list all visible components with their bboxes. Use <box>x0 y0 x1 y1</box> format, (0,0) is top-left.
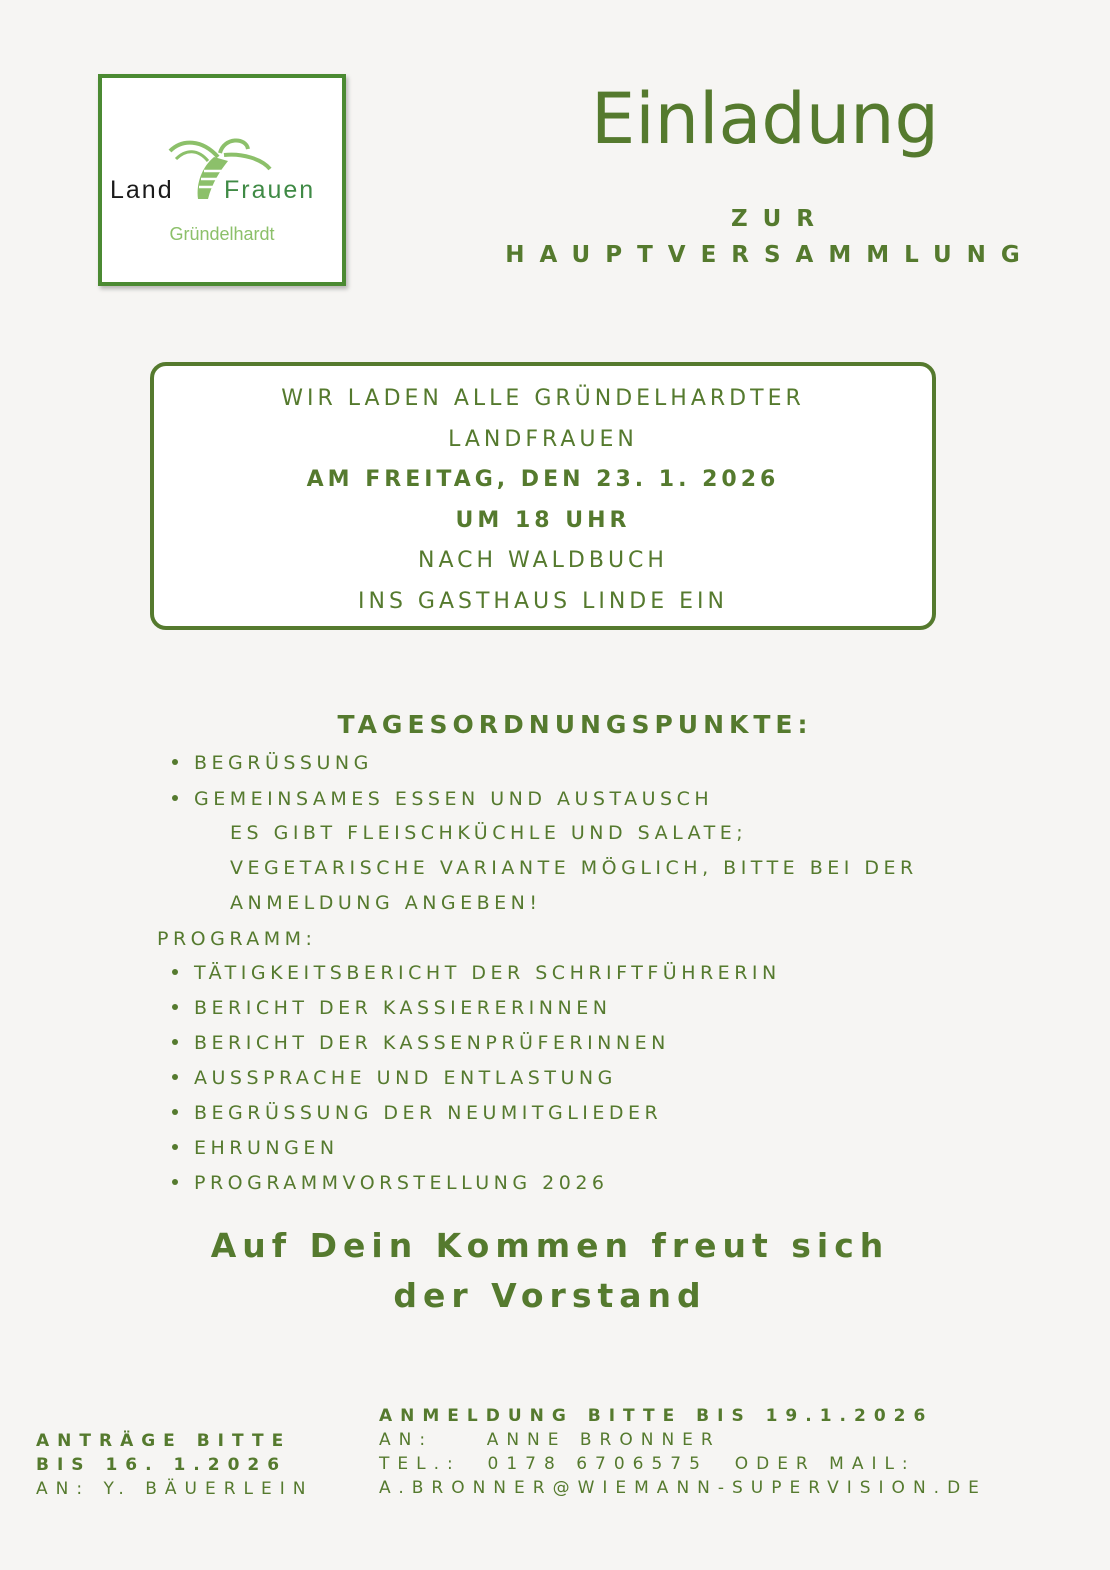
subtitle-line1: ZUR <box>730 206 830 232</box>
program-item <box>172 1172 609 1194</box>
closing-line1: Auf Dein Kommen freut sich <box>210 1226 890 1265</box>
bullet-icon <box>172 1144 178 1150</box>
program-item-label: BERICHT DER KASSENPRÜFERINNEN <box>194 1032 670 1054</box>
landfrauen-logo <box>98 74 346 286</box>
agenda-heading: TAGESORDNUNGSPUNKTE: <box>337 710 813 739</box>
invitation-line: LANDFRAUEN <box>448 427 638 452</box>
footer-left <box>36 1431 313 1499</box>
program-item <box>172 962 781 984</box>
bullet-icon <box>172 1109 178 1115</box>
agenda-item <box>172 788 713 810</box>
bullet-icon <box>172 795 178 801</box>
bullet-icon <box>172 1179 178 1185</box>
registration-deadline: ANMELDUNG BITTE BIS 19.1.2026 <box>379 1406 934 1426</box>
subtitle-line2: HAUPTVERSAMMLUNG <box>505 242 1035 268</box>
bullet-icon <box>172 969 178 975</box>
program-item <box>172 1137 339 1159</box>
agenda-item-label: BEGRÜSSUNG <box>194 752 373 774</box>
program-item <box>172 1067 617 1089</box>
closing-line2: der Vorstand <box>393 1276 707 1315</box>
invitation-time: UM 18 UHR <box>455 508 631 533</box>
bullet-icon <box>172 759 178 765</box>
motions-deadline-date: BIS 16. 1.2026 <box>36 1455 288 1475</box>
program-item-label: PROGRAMMVORSTELLUNG 2026 <box>194 1172 609 1194</box>
program-item-label: BERICHT DER KASSIERERINNEN <box>194 997 612 1019</box>
program-item-label: AUSSPRACHE UND ENTLASTUNG <box>194 1067 617 1089</box>
motions-deadline-label: ANTRÄGE BITTE <box>36 1431 292 1451</box>
program-item-label: TÄTIGKEITSBERICHT DER SCHRIFTFÜHRERIN <box>194 962 781 984</box>
agenda-item-detail: VEGETARISCHE VARIANTE MÖGLICH, BITTE BEI DER <box>230 857 918 879</box>
footer-right <box>379 1406 987 1498</box>
logo-location: Gründelhardt <box>169 224 275 244</box>
agenda-item-detail: ANMELDUNG ANGEBEN! <box>230 892 542 914</box>
agenda-item <box>172 752 373 774</box>
invitation-date: AM FREITAG, DEN 23. 1. 2026 <box>306 467 780 492</box>
motions-recipient: AN: Y. BÄUERLEIN <box>36 1479 314 1499</box>
program-label: PROGRAMM: <box>157 928 317 950</box>
page-title: Einladung <box>591 78 939 160</box>
program-item <box>172 997 611 1019</box>
program-item-label: BEGRÜSSUNG DER NEUMITGLIEDER <box>194 1102 663 1124</box>
registration-recipient: AN: ANNE BRONNER <box>379 1430 721 1450</box>
agenda-item-detail: ES GIBT FLEISCHKÜCHLE UND SALATE; <box>230 822 748 844</box>
program-item <box>172 1102 662 1124</box>
invitation-venue: INS GASTHAUS LINDE EIN <box>358 589 728 614</box>
logo-word-frauen: Frauen <box>224 176 316 204</box>
program-item-label: EHRUNGEN <box>194 1137 339 1159</box>
program-item <box>172 1032 670 1054</box>
invitation-line: NACH WALDBUCH <box>418 548 668 573</box>
registration-phone: TEL.: 0178 6706575 ODER MAIL: <box>379 1454 916 1474</box>
agenda-item-label: GEMEINSAMES ESSEN UND AUSTAUSCH <box>194 788 714 810</box>
registration-email[interactable]: A.BRONNER@WIEMANN-SUPERVISION.DE <box>379 1478 987 1498</box>
logo-word-land: Land <box>110 176 174 204</box>
bullet-icon <box>172 1004 178 1010</box>
bullet-icon <box>172 1039 178 1045</box>
invitation-box <box>150 362 936 630</box>
invitation-line: WIR LADEN ALLE GRÜNDELHARDTER <box>281 386 805 411</box>
bullet-icon <box>172 1074 178 1080</box>
